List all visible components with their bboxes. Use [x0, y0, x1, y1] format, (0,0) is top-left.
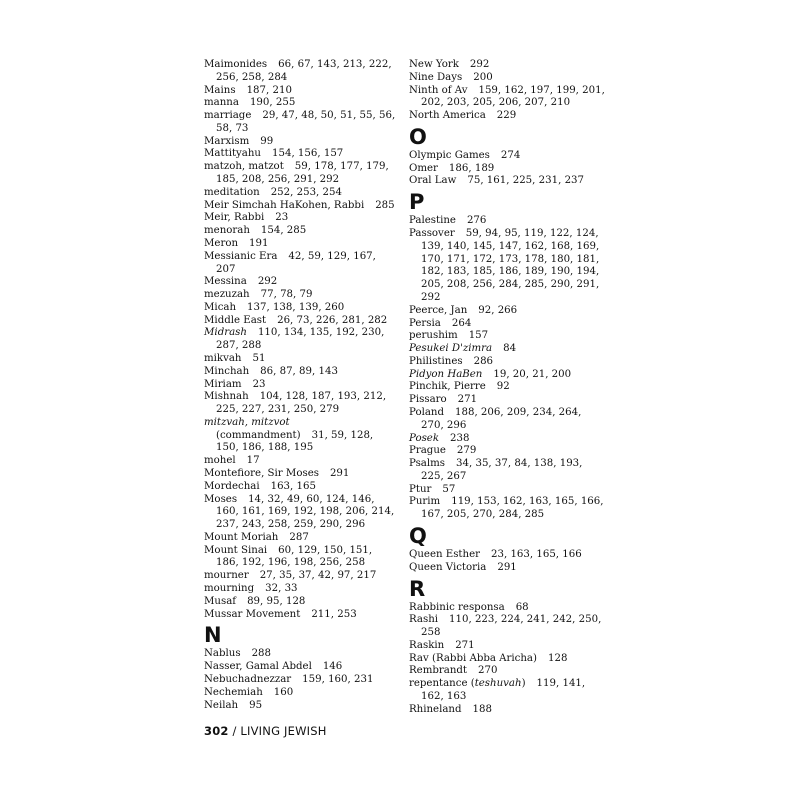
- index-term: Nechemiah: [204, 686, 263, 698]
- index-term: matzoh, matzot: [204, 161, 284, 173]
- index-entry: [204, 609, 396, 622]
- index-entry: [204, 85, 396, 98]
- index-entry: [204, 494, 396, 532]
- index-entry: [204, 583, 396, 596]
- index-entry: [409, 496, 605, 522]
- page-references: 57: [442, 483, 456, 495]
- index-entry: [409, 653, 605, 666]
- index-entry: [204, 353, 396, 366]
- index-entry: [409, 228, 605, 305]
- index-entry: [409, 369, 605, 382]
- page-references: 23, 163, 165, 166: [491, 549, 582, 560]
- index-term: Ptur: [409, 483, 432, 495]
- page-references: 110, 223, 224, 241, 242, 250, 258: [421, 614, 602, 639]
- index-term: Rashi: [409, 614, 439, 626]
- page-references: 23: [275, 212, 289, 224]
- page-references: 163, 165: [270, 480, 316, 492]
- index-entry: [204, 148, 396, 161]
- index-entry: [409, 562, 605, 575]
- index-term: New York: [409, 59, 459, 70]
- index-entry: [409, 445, 605, 458]
- index-entry: [409, 602, 605, 615]
- index-term: Pidyon HaBen: [409, 368, 483, 380]
- index-entry: [409, 110, 605, 123]
- index-term: Marxism: [204, 135, 250, 147]
- page-references: 252, 253, 254: [270, 186, 342, 198]
- page-references: 287: [289, 531, 309, 543]
- index-term: Nebuchadnezzar: [204, 673, 292, 685]
- index-entry: [204, 570, 396, 583]
- index-entry: [204, 289, 396, 302]
- index-term: Mordechai: [204, 480, 260, 492]
- index-term: Passover: [409, 228, 455, 240]
- page-references: 146: [322, 661, 343, 673]
- page-references: 274: [500, 149, 521, 161]
- index-entry: [204, 200, 396, 213]
- index-entry: [409, 150, 605, 163]
- index-term: Nasser, Gamal Abdel: [204, 661, 312, 673]
- index-entry: [204, 532, 396, 545]
- index-term: mourning: [204, 583, 255, 595]
- index-term: Olympic Games: [409, 149, 490, 161]
- index-entry: [204, 212, 396, 225]
- index-term: Messianic Era: [204, 250, 278, 262]
- page-references: 95: [249, 699, 263, 711]
- index-term: Nine Days: [409, 71, 463, 83]
- index-term: Miriam: [204, 378, 242, 390]
- index-entry: [204, 136, 396, 149]
- page-references: 270: [478, 665, 498, 677]
- index-term: Musaf: [204, 595, 237, 607]
- page-references: 42, 59, 129, 167, 207: [216, 250, 376, 275]
- index-term: Mount Moriah: [204, 531, 279, 543]
- index-entry: [409, 394, 605, 407]
- index-entry: [409, 343, 605, 356]
- index-term: Pinchik, Pierre: [409, 381, 486, 393]
- section-letter-n: N: [204, 623, 222, 648]
- index-term: Pissaro: [409, 394, 447, 406]
- index-entry: [204, 315, 396, 328]
- index-term: Posek: [409, 432, 440, 444]
- index-entry: [409, 678, 605, 704]
- page-references: 99: [260, 135, 274, 147]
- index-entry: [409, 407, 605, 433]
- page-references: 60, 129, 150, 151, 186, 192, 196, 198, 256, 258: [216, 544, 373, 569]
- index-term: manna: [204, 97, 239, 109]
- index-term-suffix: ): [521, 678, 526, 690]
- page-references: 160: [273, 686, 294, 698]
- page-references: 17: [246, 455, 260, 467]
- index-term: Peerce, Jan: [409, 304, 468, 316]
- index-term: Neilah: [204, 699, 239, 711]
- running-head: LIVING JEWISH: [240, 724, 327, 738]
- index-entry: [409, 72, 605, 85]
- section-letter-p: P: [409, 190, 425, 215]
- index-entry: [204, 327, 396, 353]
- index-entry: [409, 704, 605, 717]
- index-column-left: [204, 59, 396, 712]
- index-term: Montefiore, Sir Moses: [204, 468, 319, 479]
- index-term: Oral Law: [409, 175, 457, 187]
- index-term: Pesukei D'zimra: [409, 343, 493, 355]
- index-entry: [204, 251, 396, 277]
- index-term: Rembrandt: [409, 665, 468, 677]
- index-term: Mussar Movement: [204, 608, 301, 620]
- index-entry: [409, 381, 605, 394]
- page-references: 27, 35, 37, 42, 97, 217: [259, 570, 377, 582]
- page-references: 23: [252, 378, 266, 390]
- page-references: 84: [503, 343, 517, 355]
- index-term: mourner: [204, 570, 249, 582]
- index-term: meditation: [204, 186, 260, 198]
- index-entry: [409, 175, 605, 188]
- index-term: Meir Simchah HaKohen, Rabbi: [204, 199, 365, 211]
- index-term: Poland: [409, 406, 444, 418]
- index-term: Mattityahu: [204, 148, 261, 160]
- index-entry: [204, 379, 396, 392]
- page-references: 31, 59, 128, 150, 186, 188, 195: [216, 429, 374, 454]
- page-references: 110, 134, 135, 192, 230, 287, 288: [216, 327, 385, 352]
- page-references: 92, 266: [478, 304, 518, 316]
- index-entry: [409, 640, 605, 653]
- page-references: 128: [547, 652, 568, 664]
- page-references: 26, 73, 226, 281, 282: [277, 314, 388, 326]
- page-references: 286: [473, 355, 494, 367]
- page-references: 77, 78, 79: [260, 289, 313, 301]
- index-term: Mains: [204, 84, 236, 96]
- page-number: 302: [204, 724, 229, 738]
- index-term: Philistines: [409, 355, 463, 367]
- page-references: 154, 285: [260, 225, 307, 237]
- index-term: Palestine: [409, 215, 456, 227]
- section-letter-r: R: [409, 576, 426, 601]
- footer-separator: /: [232, 724, 237, 738]
- page-references: 188: [472, 703, 492, 715]
- index-entry: [204, 225, 396, 238]
- page-references: 51: [252, 352, 266, 364]
- index-entry: [409, 458, 605, 484]
- page-references: 92: [496, 381, 510, 393]
- page-references: 288: [251, 648, 272, 660]
- page-references: 137, 138, 139, 260: [247, 301, 345, 313]
- page-references: 86, 87, 89, 143: [260, 365, 338, 377]
- section-letter-o: O: [409, 124, 427, 149]
- page-references: 276: [466, 215, 487, 227]
- index-entry: [204, 59, 396, 85]
- index-term: Rav (Rabbi Abba Aricha): [409, 652, 537, 664]
- index-entry: [409, 433, 605, 446]
- index-term: Middle East: [204, 314, 267, 326]
- page-references: 14, 32, 49, 60, 124, 146, 160, 161, 169, 192, 198, 206, 214, 237, 243, 258, 259, 290, 296: [216, 493, 395, 531]
- index-term: marriage: [204, 110, 252, 122]
- index-term: Purim: [409, 496, 441, 508]
- index-entry: [204, 687, 396, 700]
- index-term: mitzvah, mitzvot: [204, 416, 290, 428]
- page-references: 34, 35, 37, 84, 138, 193, 225, 267: [421, 458, 583, 482]
- page-references: 291: [329, 468, 350, 479]
- index-term: Mishnah: [204, 391, 249, 403]
- index-entry: [409, 318, 605, 331]
- page-references: 75, 161, 225, 231, 237: [467, 175, 585, 187]
- index-term: Queen Esther: [409, 549, 480, 560]
- index-term: Messina: [204, 276, 247, 288]
- index-entry: [409, 665, 605, 678]
- page-references: 191: [249, 237, 269, 249]
- index-entry: [409, 330, 605, 343]
- index-entry: [204, 455, 396, 468]
- page-references: 238: [450, 432, 470, 444]
- page-references: 292: [469, 59, 490, 70]
- index-term: Queen Victoria: [409, 561, 487, 573]
- index-term: North America: [409, 110, 486, 122]
- page-references: 229: [496, 110, 517, 122]
- index-term: Persia: [409, 317, 441, 329]
- index-entry: [204, 187, 396, 200]
- index-entry: [409, 163, 605, 176]
- index-entry: [204, 366, 396, 379]
- page-references: 186, 189: [448, 162, 495, 174]
- index-term: mezuzah: [204, 289, 250, 301]
- page-references: 119, 141, 162, 163: [421, 678, 586, 703]
- index-term: perushim: [409, 330, 458, 342]
- page-references: 119, 153, 162, 163, 165, 166, 167, 205, 270, 284, 285: [421, 496, 604, 521]
- page-references: 66, 67, 143, 213, 222, 256, 258, 284: [216, 59, 392, 83]
- index-entry: [204, 674, 396, 687]
- page-references: 89, 95, 128: [247, 595, 306, 607]
- page-references: 159, 162, 197, 199, 201, 202, 203, 205, 206, 207, 210: [421, 84, 605, 109]
- index-entry: [204, 97, 396, 110]
- index-entry: [204, 468, 396, 481]
- index-term: Psalms: [409, 458, 446, 470]
- index-term: Minchah: [204, 365, 250, 377]
- index-term: Omer: [409, 162, 438, 174]
- index-term: Micah: [204, 301, 237, 313]
- index-entry: [204, 302, 396, 315]
- index-term: Meir, Rabbi: [204, 212, 265, 224]
- index-entry: [204, 161, 396, 187]
- page-references: 32, 33: [265, 583, 298, 595]
- page-references: 19, 20, 21, 200: [493, 368, 572, 380]
- page-references: 292: [257, 276, 278, 288]
- index-entry: [409, 85, 605, 111]
- index-entry: [409, 59, 605, 72]
- index-term: menorah: [204, 225, 250, 237]
- page-references: 159, 160, 231: [302, 673, 374, 685]
- index-entry: [204, 238, 396, 251]
- page-references: 271: [457, 394, 478, 406]
- index-term: Mount Sinai: [204, 544, 268, 556]
- index-term: Rabbinic responsa: [409, 601, 505, 613]
- page-references: 264: [451, 317, 472, 329]
- index-entry: [409, 549, 605, 562]
- section-letter-q: Q: [409, 524, 427, 548]
- page-references: 154, 156, 157: [272, 148, 344, 160]
- index-term-italic-part: teshuvah: [474, 678, 522, 690]
- index-term-suffix: (commandment): [216, 429, 301, 441]
- page-references: 157: [468, 330, 489, 342]
- index-term: Raskin: [409, 639, 445, 651]
- page-references: 59, 94, 95, 119, 122, 124, 139, 140, 145, 147, 162, 168, 169, 170, 171, 172, 173, 178, 180, 181, 182, 183, 185, 186, 189, 190, 194, 205, 208, 256, 284, 285, 290, 291, 292: [421, 228, 600, 303]
- index-term: mikvah: [204, 352, 242, 364]
- index-entry: [204, 481, 396, 494]
- index-entry: [204, 545, 396, 571]
- index-term: Maimonides: [204, 59, 268, 70]
- index-entry: [204, 276, 396, 289]
- index-term: Prague: [409, 445, 446, 457]
- index-term: repentance (: [409, 678, 475, 690]
- page-references: 279: [456, 445, 477, 457]
- page-references: 285: [375, 199, 395, 211]
- page-references: 291: [497, 561, 517, 573]
- index-entry: [409, 305, 605, 318]
- index-column-right: [409, 59, 605, 717]
- page-references: 200: [473, 71, 493, 83]
- page-references: 187, 210: [246, 84, 292, 96]
- index-term: Meron: [204, 237, 239, 249]
- index-term: Rhineland: [409, 703, 462, 715]
- page-references: 190, 255: [249, 97, 296, 109]
- page-references: 104, 128, 187, 193, 212, 225, 227, 231, 250, 279: [216, 391, 387, 416]
- page-references: 211, 253: [311, 608, 357, 620]
- index-term: Nablus: [204, 648, 241, 660]
- page-references: 188, 206, 209, 234, 264, 270, 296: [421, 406, 582, 431]
- index-entry: [204, 391, 396, 417]
- page-footer: [204, 724, 327, 738]
- index-term: mohel: [204, 455, 236, 467]
- index-term: Midrash: [204, 327, 247, 339]
- index-entry: [204, 596, 396, 609]
- index-entry: [409, 614, 605, 640]
- page-references: 68: [515, 601, 529, 613]
- index-entry: [409, 215, 605, 228]
- index-term: Moses: [204, 493, 238, 505]
- index-entry: [204, 648, 396, 661]
- page-references: 271: [455, 639, 475, 651]
- index-entry: [409, 484, 605, 497]
- index-entry: [409, 356, 605, 369]
- page-references: 29, 47, 48, 50, 51, 55, 56, 58, 73: [216, 110, 396, 134]
- index-entry: [204, 661, 396, 674]
- index-entry: [204, 700, 396, 713]
- index-term: Ninth of Av: [409, 84, 468, 96]
- index-entry: [204, 110, 396, 136]
- page-references: 59, 178, 177, 179, 185, 208, 256, 291, 292: [216, 161, 389, 186]
- index-entry: [204, 417, 396, 455]
